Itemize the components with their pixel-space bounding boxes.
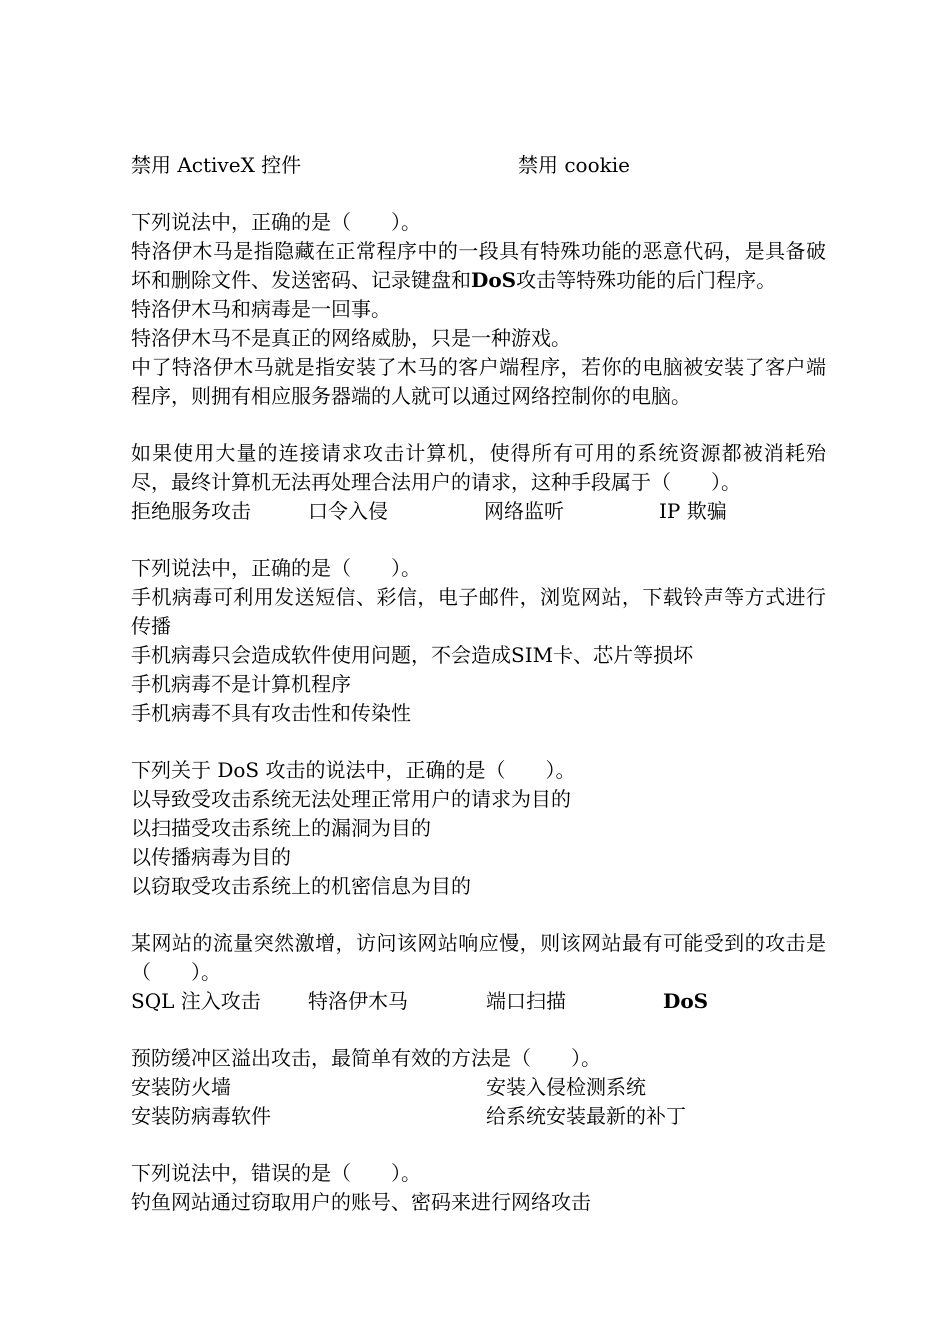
q6-options-row-2 <box>131 1102 826 1131</box>
q4-stem: 下列关于 DoS 攻击的说法中，正确的是（ ）。 <box>131 758 576 782</box>
q2-options <box>131 497 826 526</box>
q7-stem: 下列说法中，错误的是（ ）。 <box>131 1161 421 1185</box>
q5-option-a: SQL 注入攻击 <box>131 989 261 1013</box>
q2-stem: 如果使用大量的连接请求攻击计算机，使得所有可用的系统资源都被消耗殆尽，最终计算机无法再处理合法用户的请求，这种手段属于（ ）。 <box>131 441 826 494</box>
q6-stem: 预防缓冲区溢出攻击，最简单有效的方法是（ ）。 <box>131 1046 601 1070</box>
q2-option-c: 网络监听 <box>484 499 564 523</box>
q6-option-d: 给系统安装最新的补丁 <box>486 1104 686 1128</box>
q1-option-d: 中了特洛伊木马就是指安装了木马的客户端程序，若你的电脑被安装了客户端程序，则拥有相应服务器端的人就可以通过网络控制你的电脑。 <box>131 355 826 408</box>
q4-option-d: 以窃取受攻击系统上的机密信息为目的 <box>131 874 471 898</box>
q5-stem: 某网站的流量突然激增，访问该网站响应慢，则该网站最有可能受到的攻击是（ ）。 <box>131 931 826 984</box>
q6-option-b: 安装入侵检测系统 <box>486 1075 646 1099</box>
question-0-options <box>131 151 826 180</box>
q5-option-d: DoS <box>663 989 709 1013</box>
q3-option-b: 手机病毒只会造成软件使用问题，不会造成SIM卡、芯片等损坏 <box>131 643 694 667</box>
q5-option-b: 特洛伊木马 <box>308 989 408 1013</box>
q4-option-b: 以扫描受攻击系统上的漏洞为目的 <box>131 816 431 840</box>
q0-option-c: 禁用 ActiveX 控件 <box>131 153 302 177</box>
q3-option-a: 手机病毒可利用发送短信、彩信，电子邮件，浏览网站，下载铃声等方式进行传播 <box>131 585 826 638</box>
q1-option-c: 特洛伊木马不是真正的网络威胁，只是一种游戏。 <box>131 326 571 350</box>
q6-options-row-1 <box>131 1073 826 1102</box>
q5-option-c: 端口扫描 <box>486 989 566 1013</box>
q7-option-a: 钓鱼网站通过窃取用户的账号、密码来进行网络攻击 <box>131 1190 591 1214</box>
q6-option-c: 安装防病毒软件 <box>131 1104 271 1128</box>
document-body <box>131 151 826 1217</box>
q2-option-a: 拒绝服务攻击 <box>131 499 251 523</box>
q6-option-a: 安装防火墙 <box>131 1075 231 1099</box>
q1-option-a: 特洛伊木马是指隐藏在正常程序中的一段具有特殊功能的恶意代码，是具备破坏和删除文件、发送密码、记录键盘和DoS攻击等特殊功能的后门程序。 <box>131 239 826 292</box>
q1-option-b: 特洛伊木马和病毒是一回事。 <box>131 297 391 321</box>
q0-option-d: 禁用 cookie <box>518 153 630 177</box>
q5-options <box>131 987 826 1016</box>
q3-option-c: 手机病毒不是计算机程序 <box>131 672 351 696</box>
q2-option-d: IP 欺骗 <box>659 499 727 523</box>
q4-option-c: 以传播病毒为目的 <box>131 845 291 869</box>
q1-stem: 下列说法中，正确的是（ ）。 <box>131 210 421 234</box>
q1-option-a-bold: DoS <box>471 268 517 292</box>
q3-stem: 下列说法中，正确的是（ ）。 <box>131 556 421 580</box>
q2-option-b: 口令入侵 <box>308 499 388 523</box>
q3-option-d: 手机病毒不具有攻击性和传染性 <box>131 701 411 725</box>
q4-option-a: 以导致受攻击系统无法处理正常用户的请求为目的 <box>131 787 571 811</box>
